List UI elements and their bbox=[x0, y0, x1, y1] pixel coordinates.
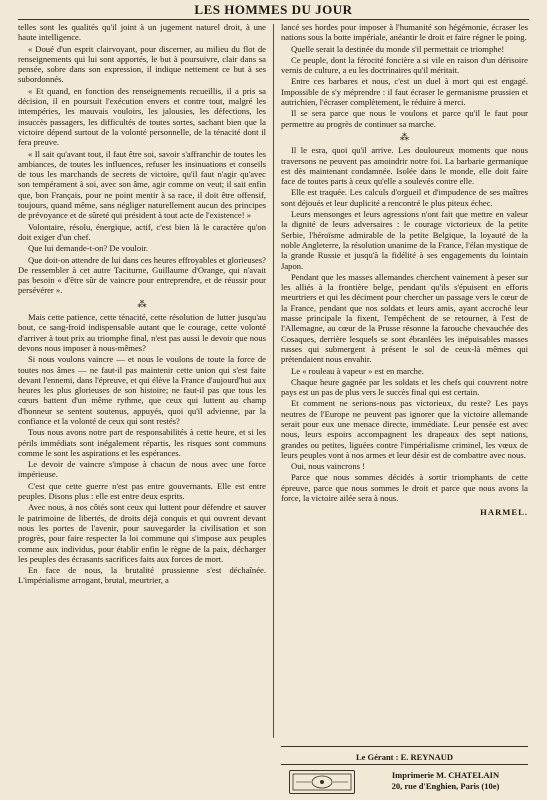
paragraph: Il le esra, quoi qu'il arrive. Les douloureux moments que nous traversons ne peuvent pas amoindrir notre foi. La barbarie germanique est dès maintenant condamnée. Isolée dans le monde, elle doit faire face de toutes parts à ceux qu'elle a soulevés contre elle. bbox=[281, 145, 528, 187]
paragraph: « Et quand, en fonction des renseignements recueillis, il a pris sa décision, il en poursuit l'exécution envers et contre tout, malgré les intempéries, les mauvais vouloirs, les jalousies, les défections, les insuccès passagers, les difficultés de toutes sortes, sachant bien que la victoire dépend surtout de la volonté personnelle, de la ténacité dont il fera preuve. bbox=[18, 85, 266, 148]
author-signature: HARMEL. bbox=[480, 507, 528, 518]
paragraph: « Il sait qu'avant tout, il faut être soi, savoir s'affranchir de toutes les ambiances, de toutes les influences, refuser les insinuations et conseils de tous les marchands de secrets de victoire, qu'il faut n'agir qu'avec son tempérament à soi, avec son âme, agir comme on veut; il sait enfin que, bon Français, pour ne point mentir à sa race, il doit être offensif, toujours, quand même, sans négliger naturellement aucun des principes de prévoyance et de sûreté qui président à tout acte de l'existence! » bbox=[18, 148, 266, 221]
paragraph: Avec nous, à nos côtés sont ceux qui luttent pour défendre et sauver le patrimoine de libertés, de droits déjà conquis et qui ouvrent devant nous les portes de l'avenir, pour sauvegarder la civilisation et son progrès, pour faire respecter la loi commune qui s'impose aux peuples comme aux individus, pour établir enfin le règne de la paix, décharger les peuples des écrasants sacrifices faits aux forces de mort. bbox=[18, 502, 266, 564]
paragraph: Mais cette patience, cette ténacité, cette résolution de lutter jusqu'au bout, ce sang-froid indispensable autant que le courage, cette volonté d'arriver à tout prix au triomphe final, n'est pas aussi le devoir que nous devons nous imposer à nous-mêmes? bbox=[18, 312, 266, 353]
paragraph: Elle est traquée. Les calculs d'orgueil et d'impudence de ses maîtres sont déjoués et leur duplicité a rencontré le plus piteux échec. bbox=[281, 187, 528, 208]
printer-union-emblem-icon bbox=[289, 770, 355, 794]
paragraph: Tous nous avons notre part de responsabilités à cette heure, et si les périls immédiats sont inégalement répartis, les risques sont communs comme le sont les aspirations et les espérances. bbox=[18, 427, 266, 458]
paragraph: Le « rouleau à vapeur » est en marche. bbox=[291, 365, 424, 376]
paragraph: Pendant que les masses allemandes cherchent vainement à peser sur les alliés à la frontière belge, pendant qu'ils s'épuisent en efforts meurtriers et qui les déciment pour chercher un passage vers le cœur de la France, pendant que nos soldats et leurs amis, ayant accroché leur masse principale la fixent, l'empêchent de se retourner, à l'est de l'Allemagne, au cœur de la Prusse résonne la farouche chevauchée des Cosaques, derrière lesquels se sont ébranlées les inépuisables masses russes qui submergent à présent le sol de ceux-là mêmes qui prétendaient nous envahir. bbox=[281, 271, 528, 365]
section-separator: ⁂ bbox=[137, 298, 147, 309]
paragraph: Et comment ne serions-nous pas victorieux, du reste? Les pays neutres de l'Europe ne peuvent pas ignorer que la victoire allemande serait pour eux une menace directe, immédiate. Leur pensée est avec nous, leurs espoirs accompagnent les drapeaux des sept nations, grandes ou petites, liguées contre l'impérialisme criminel, les vœux de leurs peuples vont à nos armes et leur désir est de combattre avec nous. bbox=[281, 398, 528, 460]
paragraph: Que doit-on attendre de lui dans ces heures effroyables et glorieuses? De ressembler à cet autre Taciturne, Guillaume d'Orange, qui n'avait pas besoin « d'être sûr de vaincre pour entreprendre, et de réussir pour persévérer ». bbox=[18, 254, 266, 296]
page-header: LES HOMMES DU JOUR bbox=[194, 2, 353, 17]
paragraph: lancé ses hordes pour imposer à l'humanité son hégémonie, écraser les nations sous la botte impériale, anéantir le droit et faire régner le poing. bbox=[281, 22, 528, 43]
paragraph: Ce peuple, dont la férocité foncière a si vile en raison d'un dérisoire vernis de culture, a eu les doctrinaires qu'il méritait. bbox=[281, 54, 528, 76]
imprint-line-printer: Imprimerie M. CHATELAIN bbox=[391, 770, 500, 780]
paragraph: Volontaire, résolu, énergique, actif, c'est bien là le caractère qu'on doit exiger d'un chef. bbox=[18, 221, 266, 242]
imprint-text bbox=[363, 770, 528, 792]
column-divider bbox=[273, 24, 274, 738]
paragraph: telles sont les qualités qu'il joint à un jugement naturel droit, à une haute intelligence. bbox=[18, 22, 266, 43]
footer-rule-top bbox=[281, 746, 528, 747]
paragraph: C'est que cette guerre n'est pas entre gouvernants. Elle est entre peuples. Disons plus : elle est entre deux esprits. bbox=[18, 480, 266, 502]
paragraph: Parce que nous sommes décidés à sortir triomphants de cette épreuve, parce que nous sommes le droit et parce que nous avons la force, la victoire ailée sera à nous. bbox=[281, 472, 528, 504]
paragraph: « Doué d'un esprit clairvoyant, pour discerner, au milieu du flot de renseignements qui lui sont apportés, le but à poursuivre, clair dans sa pensée, sobre dans son expression, il indique nettement ce but à ses subordonnés. bbox=[18, 43, 266, 85]
right-column bbox=[281, 22, 528, 742]
paragraph: En face de nous, la brutalité prussienne s'est déchaînée. L'impérialisme arrogant, brutal, meurtrier, a bbox=[18, 565, 266, 586]
paragraph: Si nous voulons vaincre — et nous le voulons de toute la force de toutes nos âmes — ne faut-il pas maintenir cette union qui s'est faite devant l'ennemi, dans l'épreuve, et qui élève la France d'aujourd'hui aux heures les plus glorieuses de son histoire; ne faut-il pas que tous les cœurs battent d'un même rythme, que ceux qui luttent au champ d'honneur se sentent soutenus, appuyés, quoi qu'il advienne, par la confiance et la volonté de ceux qui sont restés? bbox=[18, 354, 266, 426]
paragraph: Leurs mensonges et leurs agressions n'ont fait que mettre en valeur la dignité de leurs adversaires : le courage victorieux de la petite Serbie, l'héroïsme admirable de la petite Belgique, la loyauté de la noble Angleterre, la résolution unanime de la France, l'élan mystique de la grande Russie et jusqu'à la fidélité à ses engagements du lointain Japon. bbox=[281, 209, 528, 271]
header-rule bbox=[18, 19, 529, 20]
paragraph: Chaque heure gagnée par les soldats et les chefs qui couvrent notre pays est un pas de plus vers le succès final qui est certain. bbox=[281, 376, 528, 398]
paragraph: Il se sera parce que nous le voulons et parce qu'il le faut pour permettre au progrès de continuer sa marche. bbox=[281, 108, 528, 129]
gerant-line: Le Gérant : E. REYNAUD bbox=[355, 752, 454, 762]
paragraph: Oui, nous vaincrons ! bbox=[291, 461, 365, 472]
footer-rule-bottom bbox=[281, 764, 528, 765]
paragraph: Le devoir de vaincre s'impose à chacun de nous avec une force impérieuse. bbox=[18, 459, 266, 480]
paragraph: Entre ces barbares et nous, c'est un duel à mort qui est engagé. Impossible de s'y méprendre : il faut écraser le germanisme prussien et autrichien, l'écraser complètement, le réduire à merci. bbox=[281, 76, 528, 108]
section-separator: ⁂ bbox=[400, 131, 409, 142]
paragraph: Que lui demande-t-on? De vouloir. bbox=[28, 243, 149, 254]
left-column bbox=[18, 22, 266, 742]
paragraph: Quelle serait la destinée du monde s'il permettait ce triomphe! bbox=[291, 43, 505, 54]
imprint-line-address: 20, rue d'Enghien, Paris (10e) bbox=[391, 781, 500, 791]
imprint-block bbox=[281, 768, 528, 796]
